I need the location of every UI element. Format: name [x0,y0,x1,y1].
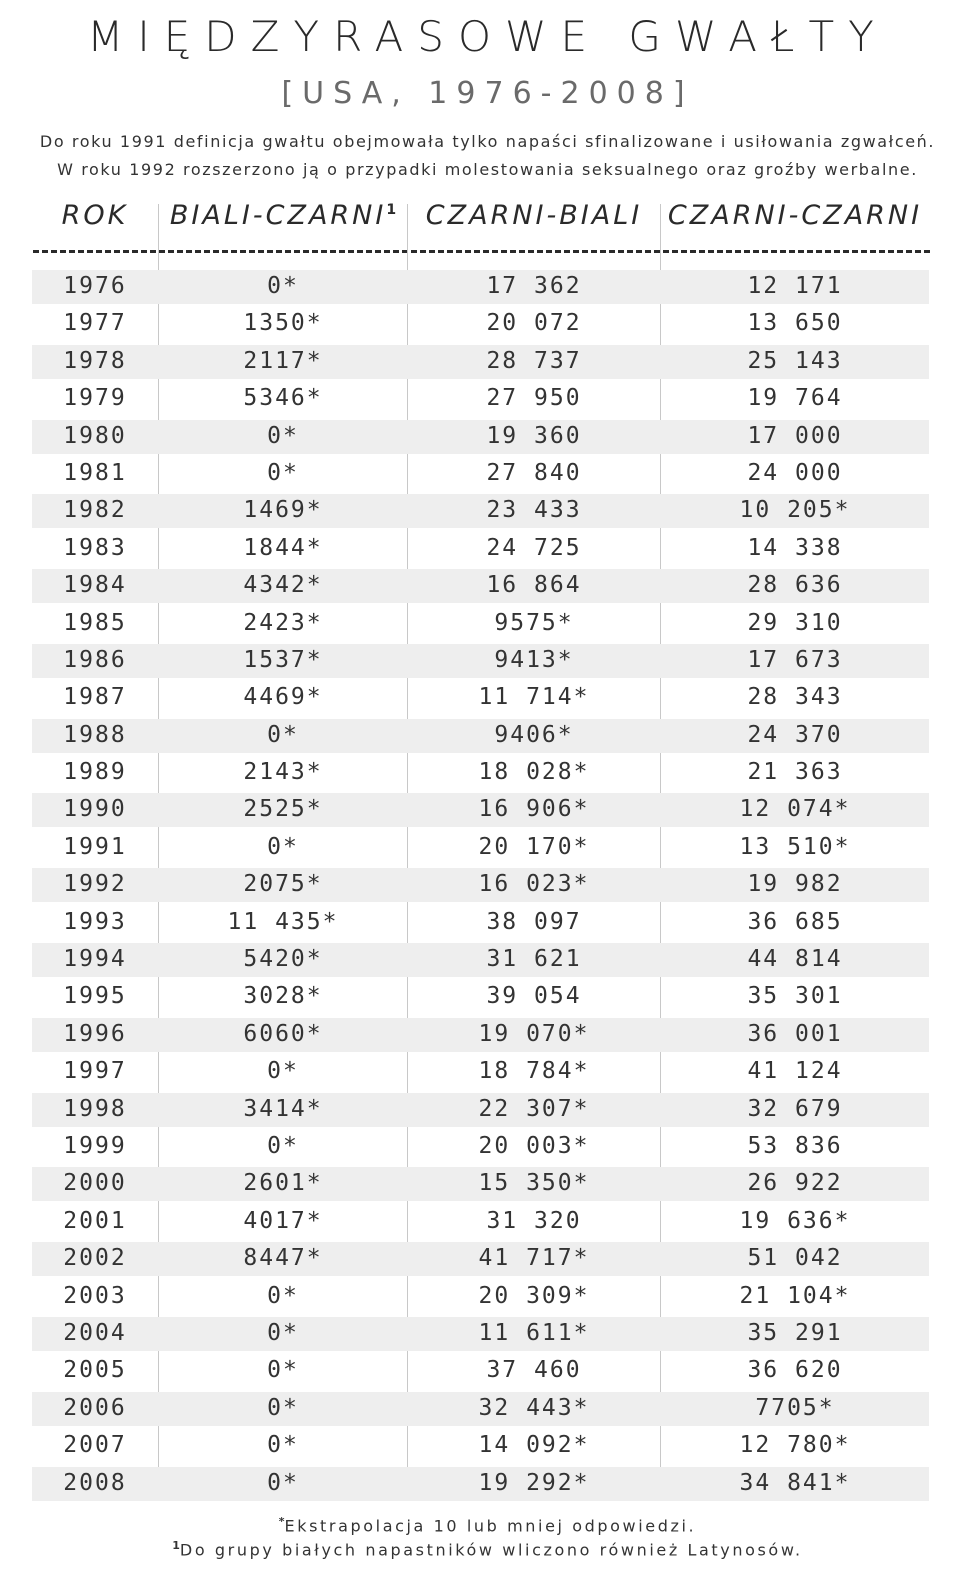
cell-year: 2005 [63,1357,127,1384]
cell-black-black: 28 343 [747,684,843,711]
table-row [32,1016,929,1053]
table-row [32,1352,929,1389]
cell-black-white: 11 714* [478,684,590,711]
cell-white-black: 0* [267,833,299,860]
table-row [32,492,929,529]
cell-black-white: 17 362 [486,273,582,299]
cell-white-black: 2423* [243,609,323,636]
table-row [32,1128,929,1165]
header-black-white: CZARNI-BIALI [425,200,643,231]
cell-white-black: 0* [267,1282,299,1309]
table-row [32,1315,929,1352]
cell-white-black: 5420* [243,946,323,973]
cell-white-black: 0* [267,1319,299,1346]
cell-white-black: 6060* [243,1020,323,1047]
cell-black-black: 44 814 [747,946,843,973]
cell-black-black: 35 301 [747,983,843,1010]
cell-year: 2000 [63,1170,127,1197]
cell-black-black: 29 310 [747,609,843,636]
cell-white-black: 5346* [243,385,323,412]
cell-black-black: 51 042 [747,1245,843,1272]
table-row [32,380,929,417]
cell-black-black: 7705* [755,1394,835,1421]
table-row [32,1427,929,1464]
cell-black-black: 25 143 [747,347,843,374]
cell-black-white: 31 621 [486,946,582,973]
cell-year: 1988 [63,721,127,748]
cell-black-white: 28 737 [486,347,582,374]
cell-white-black: 0* [267,721,299,748]
cell-white-black: 0* [267,1058,299,1085]
cell-black-white: 20 170* [478,833,590,860]
cell-year: 1996 [63,1020,127,1047]
cell-black-black: 19 636* [739,1207,851,1234]
cell-year: 1993 [63,908,127,935]
footnote-latino: $^1$Do grupy białych napastników wliczono również Latynosów. [172,1539,803,1560]
cell-black-black: 32 679 [747,1095,843,1122]
cell-black-white: 37 460 [486,1357,582,1384]
cell-black-black: 36 001 [747,1020,843,1047]
table-header [0,200,975,250]
cell-year: 1994 [63,946,127,973]
cell-black-white: 16 906* [478,796,590,823]
cell-black-black: 17 673 [747,646,843,673]
cell-year: 1987 [63,684,127,711]
cell-black-white: 9575* [494,609,574,636]
cell-black-black: 12 780* [739,1432,851,1459]
cell-white-black: 0* [267,1394,299,1421]
cell-year: 1999 [63,1132,127,1159]
cell-black-white: 9413* [494,646,574,673]
cell-black-black: 21 363 [747,759,843,786]
cell-white-black: 2117* [243,347,323,374]
cell-black-black: 19 982 [747,871,843,898]
cell-year: 1982 [63,497,127,524]
cell-year: 2006 [63,1394,127,1421]
cell-black-white: 9406* [494,721,574,748]
cell-white-black: 0* [267,1432,299,1459]
cell-white-black: 1350* [243,310,323,337]
cell-black-white: 20 309* [478,1282,590,1309]
cell-black-white: 18 784* [478,1058,590,1085]
cell-black-black: 41 124 [747,1058,843,1085]
cell-black-white: 22 307* [478,1095,590,1122]
cell-white-black: 0* [267,1132,299,1159]
cell-black-white: 18 028* [478,759,590,786]
cell-year: 1984 [63,572,127,599]
table-row [32,642,929,679]
cell-black-white: 15 350* [478,1170,590,1197]
cell-white-black: 1844* [243,534,323,561]
table-row [32,1278,929,1315]
cell-black-black: 10 205* [739,497,851,524]
cell-year: 1980 [63,422,127,449]
cell-black-black: 12 074* [739,796,851,823]
cell-black-black: 24 370 [747,721,843,748]
footnote-one-marker: 1 [386,202,397,218]
cell-white-black: 2601* [243,1170,323,1197]
cell-year: 1981 [63,459,127,486]
definition-note-1: Do roku 1991 definicja gwałtu obejmowała tylko napaści sfinalizowane i usiłowania zgwałceń. [39,132,936,151]
cell-black-white: 14 092* [478,1432,590,1459]
cell-black-black: 13 510* [739,833,851,860]
table-row [32,1240,929,1277]
table-row [32,305,929,342]
cell-white-black: 1537* [243,646,323,673]
page-subtitle: [USA, 1976-2008] [281,76,694,111]
cell-black-white: 23 433 [486,497,582,524]
cell-year: 1983 [63,534,127,561]
cell-year: 1989 [63,759,127,786]
cell-year: 2003 [63,1282,127,1309]
cell-year: 1992 [63,871,127,898]
data-table [32,268,929,1502]
cell-year: 1998 [63,1095,127,1122]
cell-black-white: 27 950 [486,385,582,412]
table-row [32,1203,929,1240]
cell-white-black: 8447* [243,1245,323,1272]
cell-black-white: 41 717* [478,1245,590,1272]
cell-black-white: 16 864 [486,572,582,599]
cell-white-black: 2143* [243,759,323,786]
table-row [32,567,929,604]
cell-black-black: 36 620 [747,1357,843,1384]
table-row [32,904,929,941]
cell-black-black: 35 291 [747,1319,843,1346]
table-row [32,418,929,455]
table-row [32,343,929,380]
footnote-asterisk: *Ekstrapolacja 10 lub mniej odpowiedzi. [278,1515,697,1536]
table-row [32,605,929,642]
cell-year: 1978 [63,347,127,374]
table-row [32,829,929,866]
cell-black-white: 39 054 [486,983,582,1010]
cell-black-white: 11 611* [478,1319,590,1346]
cell-white-black: 0* [267,459,299,486]
cell-black-white: 19 070* [478,1020,590,1047]
table-row [32,1165,929,1202]
cell-black-white: 20 072 [486,310,582,337]
cell-year: 2001 [63,1207,127,1234]
cell-black-black: 24 000 [747,459,843,486]
cell-white-black: 2525* [243,796,323,823]
cell-white-black: 0* [267,273,299,299]
table-row [32,268,929,305]
cell-white-black: 4342* [243,572,323,599]
cell-black-black: 21 104* [739,1282,851,1309]
cell-year: 1997 [63,1058,127,1085]
cell-black-black: 26 922 [747,1170,843,1197]
definition-note-2: W roku 1992 rozszerzono ją o przypadki molestowania seksualnego oraz groźby werbalne. [57,160,918,179]
cell-black-white: 19 360 [486,422,582,449]
cell-white-black: 4469* [243,684,323,711]
table-row [32,679,929,716]
cell-year: 2008 [63,1469,127,1496]
cell-black-black: 36 685 [747,908,843,935]
table-row [32,941,929,978]
cell-year: 1995 [63,983,127,1010]
cell-year: 1986 [63,646,127,673]
cell-white-black: 11 435* [227,908,339,935]
cell-black-black: 34 841* [739,1469,851,1496]
cell-black-white: 32 443* [478,1394,590,1421]
page-title: MIĘDZYRASOWE GWAŁTY [87,12,888,61]
cell-year: 1990 [63,796,127,823]
table-row [32,754,929,791]
header-white-black: BIALI-CZARNI$^1$ [169,200,397,231]
cell-year: 1977 [63,310,127,337]
table-row [32,717,929,754]
cell-white-black: 3414* [243,1095,323,1122]
cell-black-black: 53 836 [747,1132,843,1159]
cell-year: 2004 [63,1319,127,1346]
cell-white-black: 0* [267,1357,299,1384]
table-row [32,978,929,1015]
cell-year: 1979 [63,385,127,412]
header-divider [33,250,930,253]
table-row [32,1465,929,1502]
table-row [32,866,929,903]
cell-black-white: 27 840 [486,459,582,486]
cell-black-black: 12 171 [747,273,843,299]
cell-white-black: 0* [267,1469,299,1496]
table-row [32,1091,929,1128]
cell-black-white: 31 320 [486,1207,582,1234]
cell-year: 2007 [63,1432,127,1459]
cell-black-black: 17 000 [747,422,843,449]
cell-year: 1985 [63,609,127,636]
cell-black-black: 28 636 [747,572,843,599]
header-black-black: CZARNI-CZARNI [667,200,923,231]
table-row [32,530,929,567]
cell-black-white: 38 097 [486,908,582,935]
cell-white-black: 3028* [243,983,323,1010]
cell-year: 1976 [63,273,127,299]
table-row [32,791,929,828]
cell-white-black: 0* [267,422,299,449]
cell-black-white: 20 003* [478,1132,590,1159]
cell-black-white: 19 292* [478,1469,590,1496]
cell-white-black: 1469* [243,497,323,524]
cell-white-black: 4017* [243,1207,323,1234]
table-row [32,1390,929,1427]
cell-white-black: 2075* [243,871,323,898]
table-row [32,455,929,492]
cell-black-white: 24 725 [486,534,582,561]
cell-year: 1991 [63,833,127,860]
cell-black-black: 13 650 [747,310,843,337]
table-row [32,1053,929,1090]
cell-black-white: 16 023* [478,871,590,898]
header-year: ROK [61,200,129,231]
cell-black-black: 14 338 [747,534,843,561]
cell-black-black: 19 764 [747,385,843,412]
cell-year: 2002 [63,1245,127,1272]
